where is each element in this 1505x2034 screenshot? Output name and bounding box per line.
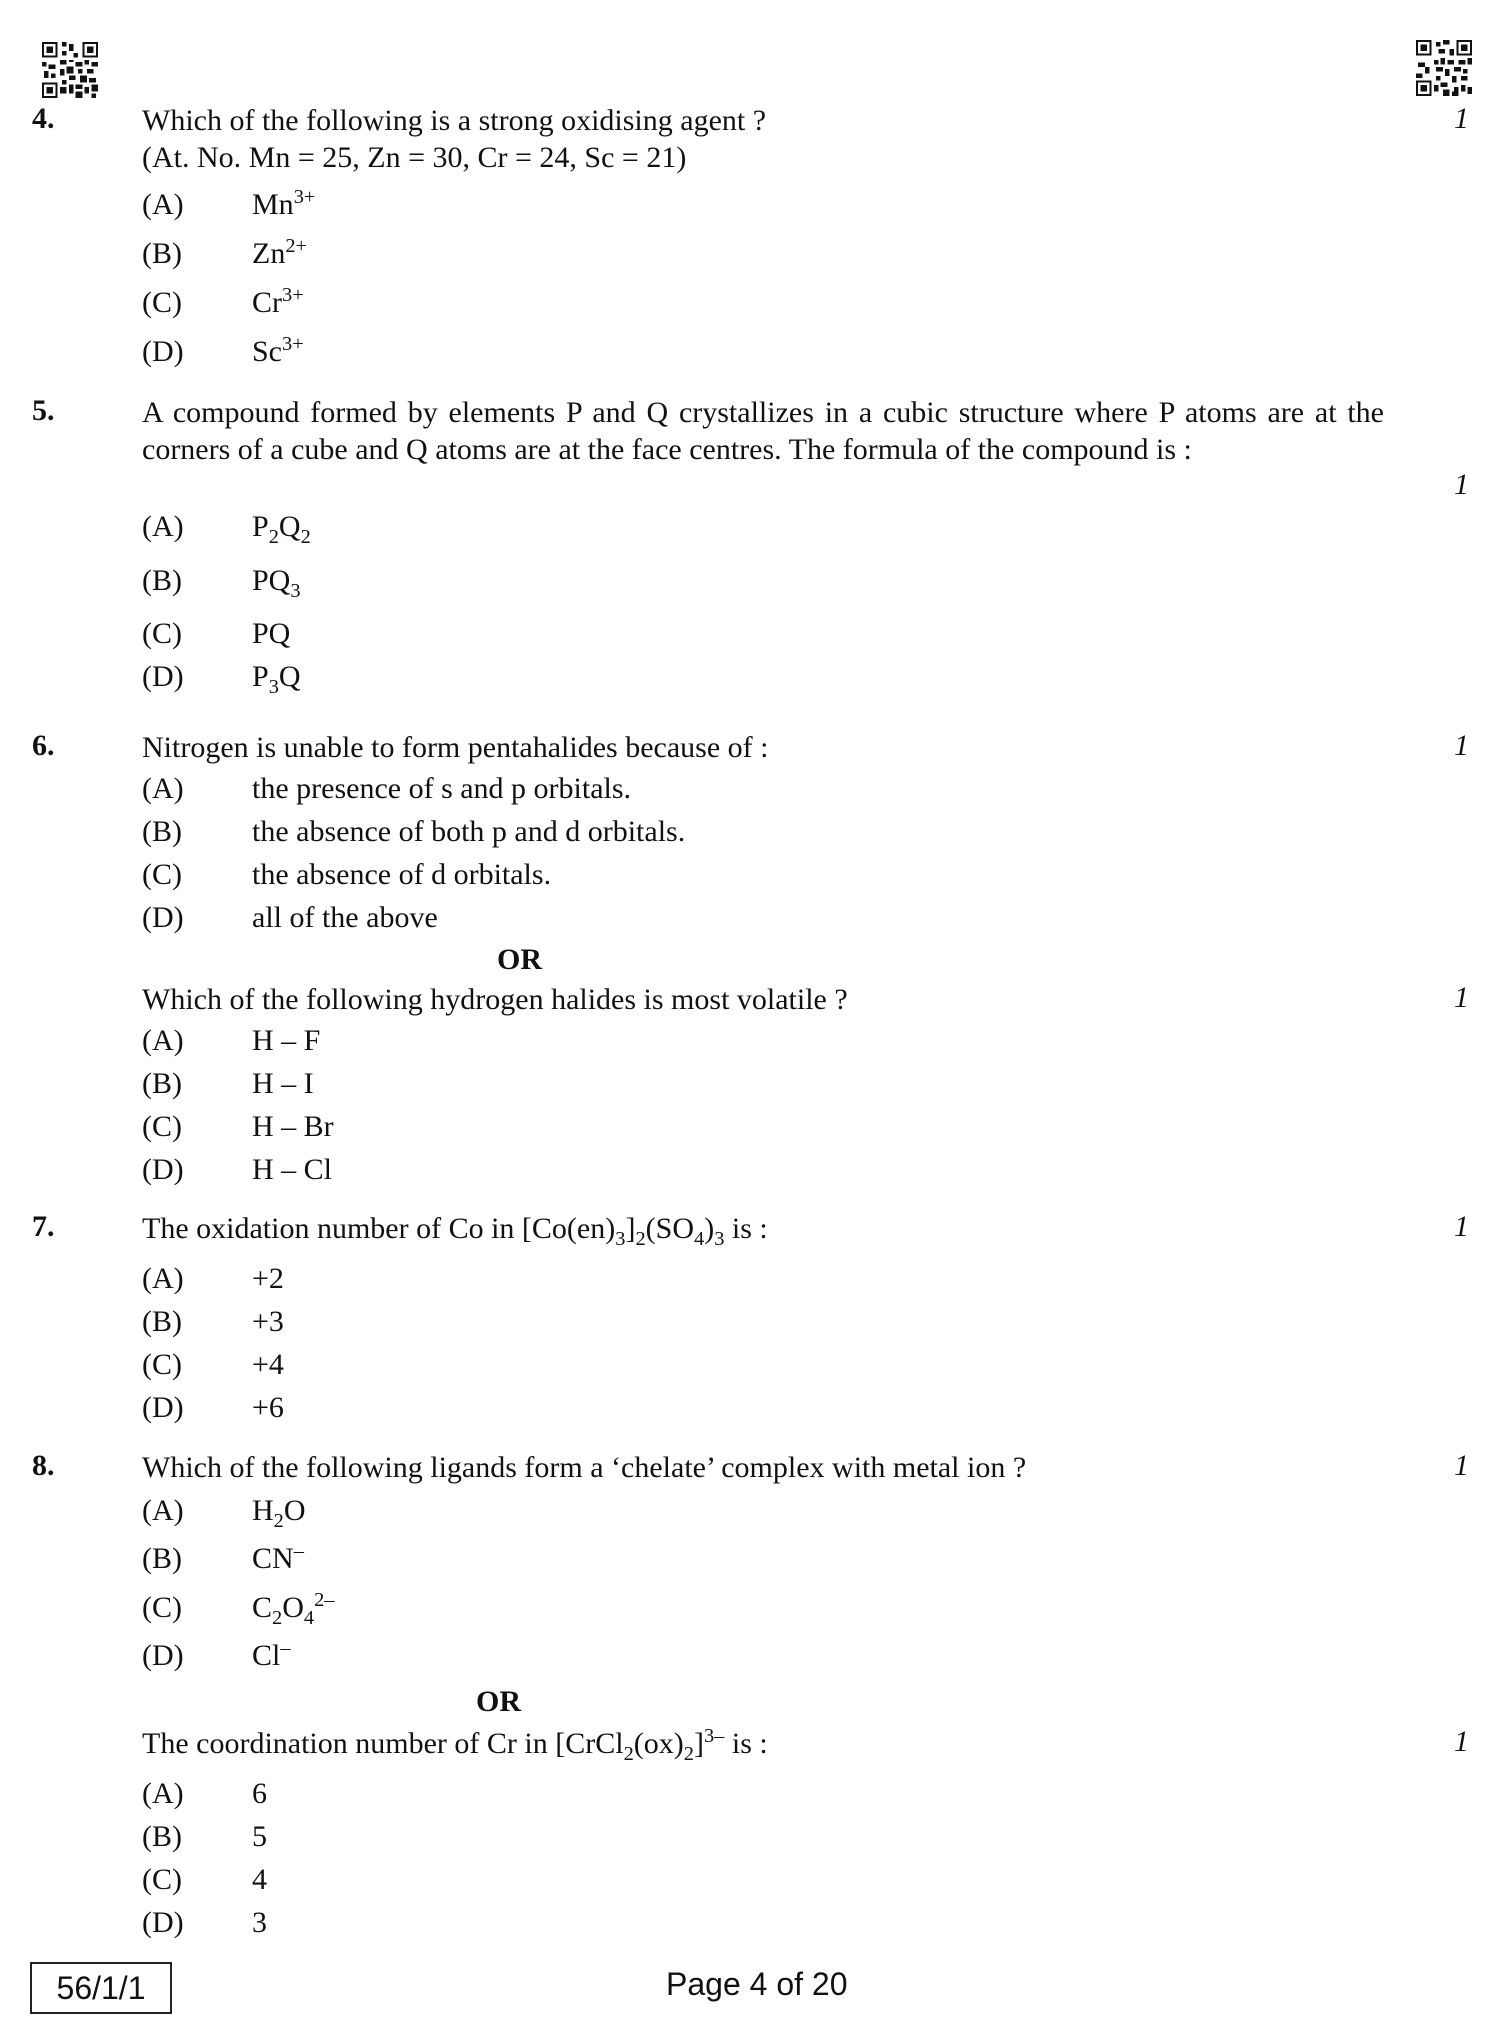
question-number: 4. bbox=[32, 102, 55, 135]
option-value: H – Cl bbox=[252, 1153, 333, 1186]
question-text: Which of the following ligands form a ‘chelate’ complex with metal ion ? bbox=[142, 1451, 1027, 1484]
option-value: 4 bbox=[252, 1863, 267, 1896]
option-value: $PQ_3$ bbox=[252, 564, 301, 602]
option-value: $Mn^{3+}$ bbox=[252, 186, 316, 221]
option-value: H – Br bbox=[252, 1110, 334, 1143]
option-label: (B) bbox=[142, 1305, 182, 1338]
option-value: PQ bbox=[252, 617, 291, 650]
question-number: 5. bbox=[32, 394, 55, 427]
option-label: (D) bbox=[142, 335, 184, 368]
option-label: (C) bbox=[142, 1110, 182, 1143]
option-value: Cl– bbox=[252, 1637, 291, 1672]
option-value: $P_2Q_2$ bbox=[252, 510, 311, 548]
option-label: (A) bbox=[142, 1777, 184, 1810]
option-label: (B) bbox=[142, 237, 182, 270]
option-label: (D) bbox=[142, 901, 184, 934]
question-text: The oxidation number of Co in $[Co(en)_3]_2(SO_4)_3$ is : bbox=[142, 1212, 768, 1250]
option-value: $C_2O_4^{2-}$ bbox=[252, 1589, 335, 1629]
option-value: $Sc^{3+}$ bbox=[252, 333, 304, 368]
option-value: H – F bbox=[252, 1024, 321, 1057]
option-value: H – I bbox=[252, 1067, 314, 1100]
qr-code-icon bbox=[1416, 40, 1472, 96]
option-label: (D) bbox=[142, 1906, 184, 1939]
alt-question-text: Which of the following hydrogen halides is most volatile ? bbox=[142, 983, 848, 1016]
option-value: $Cr^{3+}$ bbox=[252, 284, 304, 319]
question-number: 7. bbox=[32, 1210, 55, 1243]
option-label: (D) bbox=[142, 1639, 184, 1672]
or-separator: OR bbox=[497, 943, 542, 976]
option-value: 3 bbox=[252, 1906, 267, 1939]
question-marks: 1 bbox=[1454, 1449, 1469, 1482]
option-label: (A) bbox=[142, 188, 184, 221]
or-separator: OR bbox=[476, 1685, 521, 1718]
option-label: (D) bbox=[142, 1153, 184, 1186]
option-value: the absence of both p and d orbitals. bbox=[252, 815, 686, 848]
option-label: (C) bbox=[142, 858, 182, 891]
option-label: (A) bbox=[142, 1494, 184, 1527]
question-marks: 1 bbox=[1454, 1210, 1469, 1243]
option-label: (B) bbox=[142, 564, 182, 597]
option-value: 5 bbox=[252, 1820, 267, 1853]
option-label: (D) bbox=[142, 1391, 184, 1424]
option-label: (A) bbox=[142, 1262, 184, 1295]
option-value: 6 bbox=[252, 1777, 267, 1810]
option-value: +2 bbox=[252, 1262, 284, 1295]
question-text: A compound formed by elements P and Q crystallizes in a cubic structure where P atoms are at the corners of a cube and Q atoms are at the face centres. The formula of the compound is : bbox=[142, 396, 1384, 466]
option-label: (B) bbox=[142, 1820, 182, 1853]
alt-question-text: The coordination number of Cr in $[CrCl_2(ox)_2]^{3-}$ is : bbox=[142, 1725, 768, 1765]
option-value: all of the above bbox=[252, 901, 438, 934]
qr-code-icon bbox=[42, 42, 98, 98]
option-value: $H_2O$ bbox=[252, 1494, 306, 1532]
option-label: (A) bbox=[142, 1024, 184, 1057]
option-label: (B) bbox=[142, 1542, 182, 1575]
option-value: CN– bbox=[252, 1540, 304, 1575]
option-value: +3 bbox=[252, 1305, 284, 1338]
page-number: Page 4 of 20 bbox=[666, 1966, 848, 2002]
question-number: 6. bbox=[32, 729, 55, 762]
option-value: $P_3Q$ bbox=[252, 660, 301, 698]
option-label: (A) bbox=[142, 510, 184, 543]
option-label: (B) bbox=[142, 1067, 182, 1100]
option-value: the absence of d orbitals. bbox=[252, 858, 552, 891]
option-value: $Zn^{2+}$ bbox=[252, 235, 308, 270]
question-text: Which of the following is a strong oxidising agent ? bbox=[142, 104, 767, 137]
question-subtext: (At. No. Mn = 25, Zn = 30, Cr = 24, Sc = 21) bbox=[142, 141, 687, 174]
paper-code: 56/1/1 bbox=[30, 1962, 172, 2014]
option-label: (C) bbox=[142, 617, 182, 650]
option-label: (C) bbox=[142, 1591, 182, 1624]
question-marks: 1 bbox=[1454, 468, 1469, 501]
option-value: +4 bbox=[252, 1348, 284, 1381]
alt-question-marks: 1 bbox=[1454, 1725, 1469, 1758]
option-label: (C) bbox=[142, 1863, 182, 1896]
question-number: 8. bbox=[32, 1449, 55, 1482]
option-value: +6 bbox=[252, 1391, 284, 1424]
question-marks: 1 bbox=[1454, 729, 1469, 762]
option-label: (C) bbox=[142, 286, 182, 319]
alt-question-marks: 1 bbox=[1454, 981, 1469, 1014]
option-label: (C) bbox=[142, 1348, 182, 1381]
option-label: (A) bbox=[142, 772, 184, 805]
option-label: (D) bbox=[142, 660, 184, 693]
option-value: the presence of s and p orbitals. bbox=[252, 772, 632, 805]
question-text: Nitrogen is unable to form pentahalides because of : bbox=[142, 731, 769, 764]
option-label: (B) bbox=[142, 815, 182, 848]
question-marks: 1 bbox=[1454, 102, 1469, 135]
